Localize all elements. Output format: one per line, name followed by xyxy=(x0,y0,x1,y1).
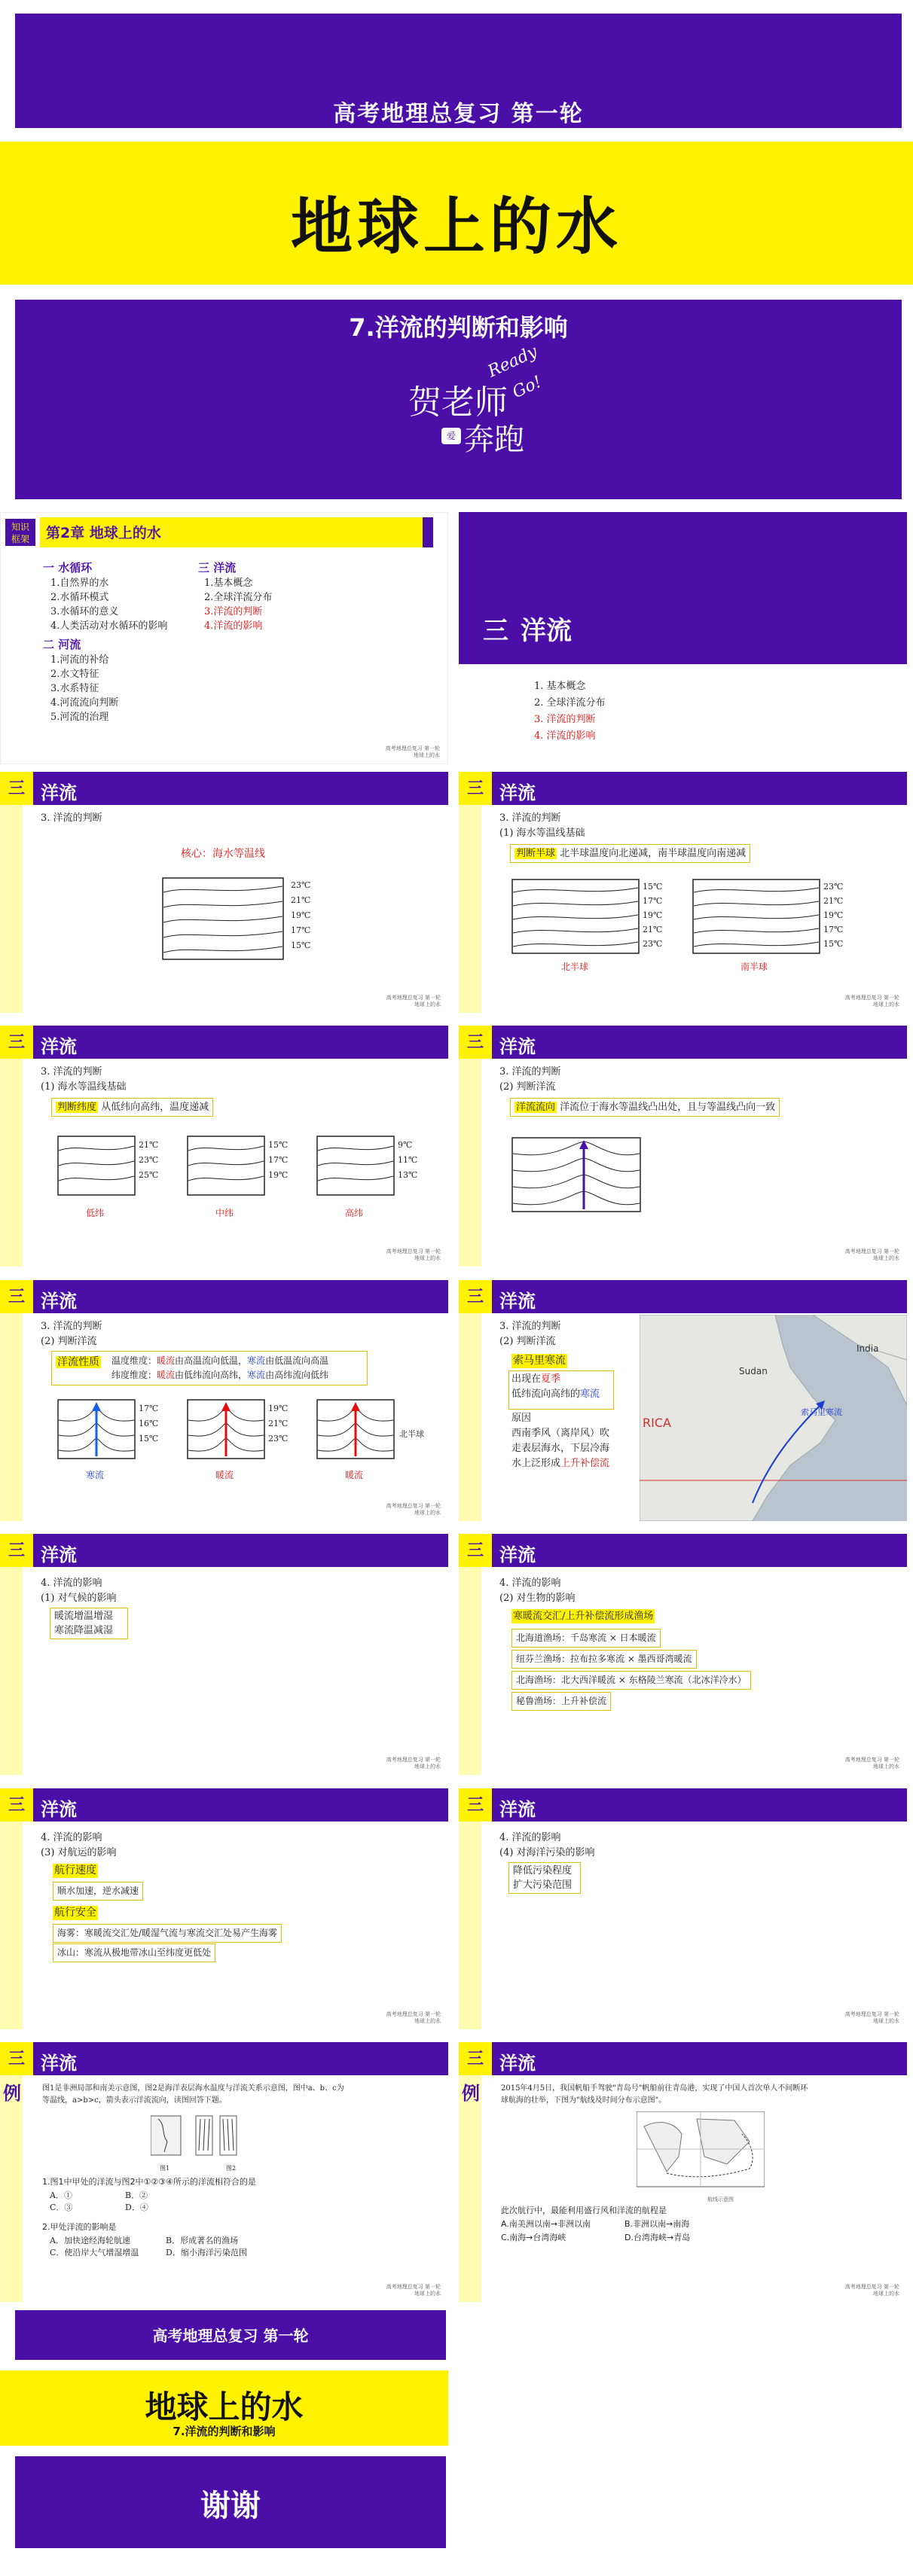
slide-line-2: (4) 对海洋污染的影响 xyxy=(499,1847,595,1858)
somali-title: 索马里寒流 xyxy=(513,1355,566,1367)
slide-section-num: 三 xyxy=(0,1026,33,1059)
option[interactable]: C.南海→台湾海峡 xyxy=(501,2233,566,2242)
effect-item: 降低污染程度 xyxy=(513,1865,573,1876)
toc-item: 1.河流的补给 xyxy=(50,654,109,666)
degree-label: 19℃ xyxy=(643,910,663,920)
low-lat-label: 低纬 xyxy=(86,1208,105,1218)
logo-heart: 爱 xyxy=(441,428,461,444)
toc-item: 1.自然界的水 xyxy=(50,578,109,589)
option[interactable]: D．缩小海洋污染范围 xyxy=(166,2248,247,2257)
toc-item-highlight: 3.洋流的判断 xyxy=(204,606,263,617)
degree-label: 17℃ xyxy=(823,925,844,934)
ending-title-band xyxy=(0,2370,448,2446)
map-label: Sudan xyxy=(739,1366,768,1376)
slide-line-1: 4. 洋流的影响 xyxy=(41,1832,102,1843)
fishery-item: 纽芬兰渔场：拉布拉多寒流 × 墨西哥湾暖流 xyxy=(511,1650,697,1669)
degree-label: 21℃ xyxy=(268,1419,289,1428)
degree-label: 17℃ xyxy=(643,896,663,906)
slide-title: 洋流 xyxy=(499,1035,536,1057)
rule-key: 判断半球 xyxy=(516,848,556,859)
toc-item-highlight: 4.洋流的影响 xyxy=(204,620,263,632)
ending-top-banner xyxy=(15,2310,446,2360)
toc-item: 3.水循环的意义 xyxy=(50,606,119,617)
slide-title: 洋流 xyxy=(499,1544,536,1565)
degree-label: 23℃ xyxy=(268,1434,289,1443)
slide-pollution-effect xyxy=(459,1788,907,2029)
ending-bottom-banner xyxy=(15,2456,446,2548)
option[interactable]: A．① xyxy=(50,2190,72,2200)
toc-head-2: 二 河流 xyxy=(43,638,81,651)
slide-title: 洋流 xyxy=(499,1798,536,1820)
fishery-item: 北海道渔场：千岛寒流 × 日本暖流 xyxy=(511,1629,661,1648)
section-item-highlight: 3. 洋流的判断 xyxy=(534,714,596,725)
slide-latitude xyxy=(0,1026,448,1267)
slide-title: 洋流 xyxy=(41,782,77,803)
toc-item: 2.水循环模式 xyxy=(50,592,109,603)
map-label: India xyxy=(857,1343,879,1354)
logo-line2: 奔跑 xyxy=(464,422,524,457)
toc-slide xyxy=(0,512,448,764)
current-direction-diagram xyxy=(511,1137,641,1212)
slide-line-1: 3. 洋流的判断 xyxy=(41,1066,102,1078)
slide-section-num: 三 xyxy=(459,2042,492,2075)
shipping-head: 航行速度 xyxy=(54,1864,96,1876)
slide-line-2: (2) 判断洋流 xyxy=(499,1081,556,1093)
degree-label: 25℃ xyxy=(139,1170,159,1180)
slide-line-1: 3. 洋流的判断 xyxy=(499,812,561,824)
rule-box xyxy=(510,1098,780,1117)
cover-bottom-banner xyxy=(15,300,902,499)
cold-current-diagram xyxy=(57,1399,136,1459)
fishery-item: 秘鲁渔场：上升补偿流 xyxy=(511,1692,611,1711)
fishery-item: 北海渔场：北大西洋暖流 × 东格陵兰寒流（北冰洋冷水） xyxy=(511,1671,751,1690)
degree-label: 11℃ xyxy=(398,1155,418,1165)
slide-section-num: 三 xyxy=(459,1534,492,1567)
degree-label: 15℃ xyxy=(139,1434,159,1443)
slide-title: 洋流 xyxy=(41,1035,77,1057)
slide-footer: 高考地理总复习 第一轮 地球上的水 xyxy=(385,745,440,758)
slide-climate-effect xyxy=(0,1534,448,1775)
shipping-item: 海雾：寒暖流交汇处/暖湿气流与寒流交汇处易产生海雾 xyxy=(53,1924,282,1943)
slide-section-num: 三 xyxy=(0,1280,33,1313)
section-number: 三 xyxy=(483,616,508,646)
author-logo xyxy=(392,342,545,458)
slide-line-1: 4. 洋流的影响 xyxy=(499,1832,561,1843)
example-tag: 例 xyxy=(3,2082,21,2104)
effect-item: 寒流降温减湿 xyxy=(54,1625,114,1636)
ending-subtitle: 7.洋流的判断和影响 xyxy=(173,2425,276,2438)
slide-line-2: (2) 判断洋流 xyxy=(41,1336,97,1347)
slide-section-num: 三 xyxy=(0,1534,33,1567)
degree-label: 15℃ xyxy=(823,939,844,949)
slide-section-num: 三 xyxy=(459,1026,492,1059)
rule-box xyxy=(51,1098,213,1117)
slide-footer: 高考地理总复习 第一轮 地球上的水 xyxy=(386,1757,441,1770)
slide-footer: 高考地理总复习 第一轮 地球上的水 xyxy=(386,2284,441,2297)
logo-script-ready: Ready xyxy=(484,342,541,382)
degree-label: 9℃ xyxy=(398,1140,413,1150)
slide-line-2: (1) 海水等温线基础 xyxy=(499,828,585,839)
section-item: 1. 基本概念 xyxy=(534,681,586,692)
rule-text: 北半球温度向北递减，南半球温度向南递减 xyxy=(560,848,747,859)
slide-line-1: 4. 洋流的影响 xyxy=(41,1578,102,1589)
degree-label: 16℃ xyxy=(139,1419,159,1428)
map-label: RICA xyxy=(643,1416,671,1430)
slide-footer: 高考地理总复习 第一轮 地球上的水 xyxy=(386,1248,441,1261)
slide-line-2: (2) 判断洋流 xyxy=(499,1336,556,1347)
slide-shipping-effect xyxy=(0,1788,448,2029)
cover-series-title: 高考地理总复习 第一轮 xyxy=(333,101,584,127)
high-lat-label: 高纬 xyxy=(345,1208,364,1218)
cold-label: 寒流 xyxy=(86,1470,105,1480)
isotherm-high-lat xyxy=(316,1136,395,1196)
ending-thanks: 谢谢 xyxy=(200,2489,261,2523)
warm-current-diagram xyxy=(187,1399,265,1459)
degree-label: 13℃ xyxy=(398,1170,418,1180)
degree-label: 15℃ xyxy=(643,882,663,892)
slide-section-num: 三 xyxy=(459,1280,492,1313)
shipping-head: 航行安全 xyxy=(54,1907,96,1919)
cover-top-banner xyxy=(15,14,902,128)
question-stem: 球航海的壮举，下图为"航线及时间分布示意图"。 xyxy=(501,2096,667,2105)
slide-title: 洋流 xyxy=(41,2052,77,2074)
slide-section-num: 三 xyxy=(459,1788,492,1821)
degree-label: 19℃ xyxy=(823,910,844,920)
option[interactable]: A．加快途经海轮航速 xyxy=(50,2236,130,2245)
lat-row: 纬度维度：暖流由低纬流向高纬，寒流由高纬流向低纬 xyxy=(111,1370,329,1380)
section-title: 洋流 xyxy=(521,616,572,646)
rule-key: 洋流性质 xyxy=(57,1356,99,1368)
slide-section-num: 三 xyxy=(459,772,492,805)
question-stem: 等温线，a>b>c，箭头表示洋流流向，读图回答下题。 xyxy=(42,2096,227,2105)
toc-chapter-title: 第2章 地球上的水 xyxy=(46,525,161,541)
effect-item: 暖流增温增湿 xyxy=(54,1611,114,1622)
slide-current-nature xyxy=(0,1280,448,1521)
degree-label: 21℃ xyxy=(643,925,663,934)
shipping-item: 顺水加速，逆水减速 xyxy=(53,1882,143,1901)
degree-label: 23℃ xyxy=(291,880,311,890)
warm-label: 暖流 xyxy=(215,1470,234,1480)
slide-somali-current: 三 洋流 3. 洋流的判断 (2) 判断洋流 索马里寒流 出现在夏季 低纬流向高纬的寒流 原因 西南季风（离岸风）吹 走表层海水，下层冷海 水上泛形成上升补偿流 Sudan India RICA 索马里寒流 xyxy=(459,1280,907,1521)
slide-line-1: 3. 洋流的判断 xyxy=(41,1321,102,1332)
option[interactable]: C．③ xyxy=(50,2203,73,2212)
mid-lat-label: 中纬 xyxy=(215,1208,234,1218)
slide-hemisphere xyxy=(459,772,907,1013)
question-stem: 图1是非洲局部和南美示意图，图2是海洋表层海水温度与洋流关系示意图，图中a、b、c为 xyxy=(42,2084,344,2093)
cover-title-band xyxy=(0,142,913,285)
slide-title: 洋流 xyxy=(41,1544,77,1565)
reason-head: 原因 xyxy=(511,1413,532,1424)
slide-footer: 高考地理总复习 第一轮 地球上的水 xyxy=(844,2284,899,2297)
toc-item: 3.水系特征 xyxy=(50,683,99,694)
degree-label: 23℃ xyxy=(823,882,844,892)
slide-line-1: 4. 洋流的影响 xyxy=(499,1578,561,1589)
slide-footer: 高考地理总复习 第一轮 地球上的水 xyxy=(844,2011,899,2024)
degree-label: 19℃ xyxy=(268,1170,289,1180)
toc-item: 4.河流流向判断 xyxy=(50,697,119,709)
slide-line-1: 3. 洋流的判断 xyxy=(499,1066,561,1078)
toc-item: 5.河流的治理 xyxy=(50,712,109,723)
option[interactable]: B．② xyxy=(125,2190,148,2200)
toc-chapter-bar xyxy=(40,517,433,547)
slide-footer: 高考地理总复习 第一轮 地球上的水 xyxy=(386,2011,441,2024)
slide-fishery-effect xyxy=(459,1534,907,1775)
degree-label: 15℃ xyxy=(291,940,311,950)
section-item: 2. 全球洋流分布 xyxy=(534,697,606,709)
degree-label: 21℃ xyxy=(291,895,311,905)
isotherm-mid-lat xyxy=(187,1136,265,1196)
section-item-highlight: 4. 洋流的影响 xyxy=(534,730,596,742)
section-slide xyxy=(459,512,907,764)
degree-label: 15℃ xyxy=(268,1140,289,1150)
degree-label: 23℃ xyxy=(139,1155,159,1165)
question-stem: 2015年4月5日，我国帆船手驾驶"青岛号"帆船前往青岛港，实现了中国人首次单人不间断环 xyxy=(501,2084,808,2093)
map-current-label: 索马里寒流 xyxy=(801,1407,842,1417)
isotherm-diagram xyxy=(162,877,313,960)
slide-example-2 xyxy=(459,2042,907,2302)
rule-key: 洋流流向 xyxy=(516,1102,556,1113)
slide-line-1: 3. 洋流的判断 xyxy=(41,812,102,824)
degree-label: 23℃ xyxy=(643,939,663,949)
slide-line-2: (2) 对生物的影响 xyxy=(499,1593,576,1604)
toc-item: 2.水文特征 xyxy=(50,669,99,680)
slide-example-1 xyxy=(0,2042,448,2302)
effect-item: 扩大污染范围 xyxy=(513,1879,573,1891)
degree-label: 19℃ xyxy=(268,1404,289,1413)
slide-section-num: 三 xyxy=(0,1788,33,1821)
isotherm-south xyxy=(692,879,820,954)
rule-text: 从低纬向高纬，温度递减 xyxy=(101,1102,209,1113)
toc-head-1: 一 水循环 xyxy=(43,561,93,575)
slide-title: 洋流 xyxy=(499,782,536,803)
toc-badge: 知识 框架 xyxy=(5,519,35,546)
map-caption: 航线示意图 xyxy=(707,2196,734,2203)
slide-section-num: 三 xyxy=(0,2042,33,2075)
option[interactable]: C．使沿岸大气增湿增温 xyxy=(50,2248,139,2257)
warm-label: 暖流 xyxy=(345,1470,364,1480)
toc-item: 1.基本概念 xyxy=(204,578,253,589)
example-figure xyxy=(151,2111,264,2164)
degree-label: 17℃ xyxy=(268,1155,289,1165)
logo-script-go: Go! xyxy=(509,372,545,403)
option[interactable]: D.台湾海峡→青岛 xyxy=(624,2233,691,2242)
option[interactable]: B．形成著名的渔场 xyxy=(166,2236,239,2245)
degree-label: 21℃ xyxy=(139,1140,159,1150)
example-tag: 例 xyxy=(462,2082,480,2104)
question: 此次航行中，最能利用盛行风和洋流的航程是 xyxy=(501,2206,667,2215)
degree-label: 17℃ xyxy=(291,925,311,935)
question-2: 2.甲处洋流的影响是 xyxy=(42,2222,117,2232)
south-label: 南半球 xyxy=(740,962,768,972)
slide-footer: 高考地理总复习 第一轮 地球上的水 xyxy=(386,1503,441,1516)
fig-label: 图1 xyxy=(160,2165,170,2172)
slide-footer: 高考地理总复习 第一轮 地球上的水 xyxy=(844,1248,899,1261)
slide-current-direction xyxy=(459,1026,907,1267)
north-label: 北半球 xyxy=(561,962,589,972)
slide-line-1: 3. 洋流的判断 xyxy=(499,1321,561,1332)
toc-head-3: 三 洋流 xyxy=(198,561,237,575)
core-label: 核心：海水等温线 xyxy=(181,848,265,860)
degree-label: 21℃ xyxy=(823,896,844,906)
slide-footer: 高考地理总复习 第一轮 地球上的水 xyxy=(844,1757,899,1770)
option[interactable]: B.非洲以南→南海 xyxy=(624,2219,690,2229)
slide-title: 洋流 xyxy=(41,1290,77,1312)
option[interactable]: A.南美洲以南→非洲以南 xyxy=(501,2219,591,2229)
fishery-head: 寒暖流交汇/上升补偿流形成渔场 xyxy=(513,1611,654,1622)
logo-line1: 贺老师 xyxy=(408,383,508,422)
rule-text: 洋流位于海水等温线凸出处，且与等温线凸向一致 xyxy=(560,1102,776,1113)
cover-subtitle: 7.洋流的判断和影响 xyxy=(349,313,568,342)
slide-title: 洋流 xyxy=(41,1798,77,1820)
isotherm-low-lat xyxy=(57,1136,136,1196)
north-hemisphere-label: 北半球 xyxy=(399,1429,424,1439)
option[interactable]: D．④ xyxy=(125,2203,148,2212)
route-map xyxy=(637,2111,765,2194)
slide-line-2: (3) 对航运的影响 xyxy=(41,1847,117,1858)
slide-title: 洋流 xyxy=(499,1290,536,1312)
degree-label: 17℃ xyxy=(139,1404,159,1413)
slide-footer: 高考地理总复习 第一轮 地球上的水 xyxy=(844,995,899,1008)
slide-line-2: (1) 对气候的影响 xyxy=(41,1593,117,1604)
cover-main-title: 地球上的水 xyxy=(290,191,622,263)
slide-line-2: (1) 海水等温线基础 xyxy=(41,1081,127,1093)
toc-item: 2.全球洋流分布 xyxy=(204,592,273,603)
ending-series: 高考地理总复习 第一轮 xyxy=(152,2327,309,2345)
rule-key: 判断纬度 xyxy=(57,1102,97,1113)
ending-title: 地球上的水 xyxy=(145,2389,304,2425)
warm-current-nh-diagram xyxy=(316,1399,395,1459)
degree-label: 19℃ xyxy=(291,910,311,920)
shipping-item: 冰山：寒流从极地带冰山至纬度更低处 xyxy=(53,1943,215,1962)
question-1: 1.图1中甲处的洋流与图2中①②③④所示的洋流相符合的是 xyxy=(42,2177,256,2187)
slide-footer: 高考地理总复习 第一轮 地球上的水 xyxy=(386,995,441,1008)
isotherm-north xyxy=(511,879,640,954)
temp-row: 温度维度：暖流由高温流向低温，寒流由低温流向高温 xyxy=(111,1355,329,1366)
slide-title: 洋流 xyxy=(499,2052,536,2074)
toc-item: 4.人类活动对水循环的影响 xyxy=(50,620,168,632)
slide-isotherm-core xyxy=(0,772,448,1013)
fig-label: 图2 xyxy=(226,2165,237,2172)
slide-section-num: 三 xyxy=(0,772,33,805)
rule-box xyxy=(510,844,750,863)
